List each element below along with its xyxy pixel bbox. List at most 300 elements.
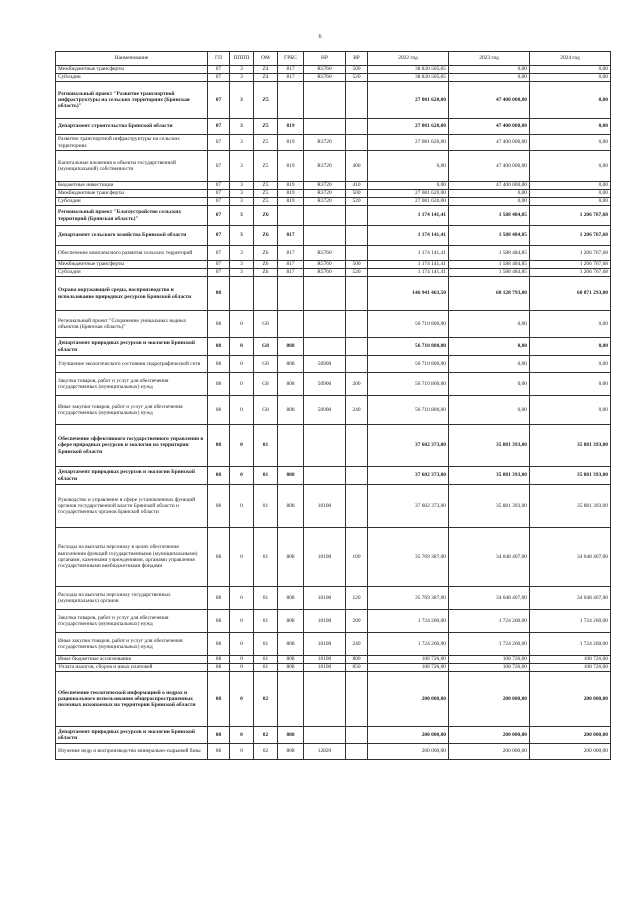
cell-gp: 08 bbox=[208, 338, 230, 356]
cell-om: 02 bbox=[254, 727, 278, 744]
cell-y2024: 0,00 bbox=[530, 373, 611, 396]
cell-y2024: 108 726,00 bbox=[530, 664, 611, 672]
cell-vr: 500 bbox=[346, 66, 368, 74]
cell-pp: 3 bbox=[230, 261, 254, 269]
cell-gp: 08 bbox=[208, 744, 230, 760]
cell-om: 01 bbox=[254, 664, 278, 672]
cell-y2023: 0,00 bbox=[449, 338, 530, 356]
table-row bbox=[56, 425, 611, 467]
table-header-row bbox=[56, 52, 611, 66]
cell-nr: R3720 bbox=[304, 182, 346, 190]
cell-vr bbox=[346, 246, 368, 261]
cell-om: 01 bbox=[254, 425, 278, 467]
cell-pp: 0 bbox=[230, 338, 254, 356]
cell-gp: 08 bbox=[208, 485, 230, 528]
table-row bbox=[56, 664, 611, 672]
cell-pp: 0 bbox=[230, 356, 254, 373]
cell-om: 01 bbox=[254, 656, 278, 664]
cell-y2023: 1 588 484,85 bbox=[449, 206, 530, 226]
cell-y2022: 108 726,00 bbox=[368, 656, 449, 664]
cell-grbs: 817 bbox=[278, 74, 304, 82]
cell-vr: 500 bbox=[346, 261, 368, 269]
cell-nr: R5760 bbox=[304, 261, 346, 269]
cell-y2024: 0,00 bbox=[530, 74, 611, 82]
cell-y2024: 108 726,00 bbox=[530, 656, 611, 664]
cell-pp: 3 bbox=[230, 246, 254, 261]
cell-nr bbox=[304, 206, 346, 226]
cell-grbs: 808 bbox=[278, 467, 304, 485]
table-row bbox=[56, 528, 611, 587]
cell-om: 01 bbox=[254, 528, 278, 587]
table-row bbox=[56, 82, 611, 119]
cell-y2022: 1 724 260,00 bbox=[368, 633, 449, 656]
col-header-gp: ГП bbox=[208, 52, 230, 66]
cell-gp: 08 bbox=[208, 373, 230, 396]
cell-y2022: 1 174 141,41 bbox=[368, 269, 449, 277]
cell-y2023: 1 588 484,85 bbox=[449, 246, 530, 261]
cell-y2022: 200 000,00 bbox=[368, 744, 449, 760]
cell-y2023: 34 048 407,00 bbox=[449, 587, 530, 610]
col-header-name: Наименование bbox=[56, 52, 208, 66]
cell-grbs bbox=[278, 425, 304, 467]
cell-grbs: 819 bbox=[278, 119, 304, 135]
cell-y2024: 200 000,00 bbox=[530, 727, 611, 744]
cell-y2022: 38 830 505,05 bbox=[368, 74, 449, 82]
cell-nr: 10100 bbox=[304, 656, 346, 664]
cell-vr: 240 bbox=[346, 633, 368, 656]
cell-om: 01 bbox=[254, 610, 278, 633]
table-row bbox=[56, 396, 611, 425]
cell-pp: 3 bbox=[230, 135, 254, 151]
cell-name: Региональный проект "Благоустройство сельских территорий (Брянская область)" bbox=[56, 206, 208, 226]
cell-nr bbox=[304, 425, 346, 467]
cell-name: Межбюджетные трансферты bbox=[56, 190, 208, 198]
table-row bbox=[56, 656, 611, 664]
cell-grbs: 808 bbox=[278, 338, 304, 356]
table-row bbox=[56, 269, 611, 277]
cell-vr: 100 bbox=[346, 528, 368, 587]
cell-y2023: 47 400 000,00 bbox=[449, 182, 530, 190]
cell-om: Z5 bbox=[254, 135, 278, 151]
cell-vr bbox=[346, 744, 368, 760]
cell-gp: 07 bbox=[208, 82, 230, 119]
cell-gp: 07 bbox=[208, 261, 230, 269]
cell-name: Изучение недр и воспроизводство минерально-сырьевой базы bbox=[56, 744, 208, 760]
cell-grbs bbox=[278, 277, 304, 311]
cell-gp: 07 bbox=[208, 74, 230, 82]
table-row bbox=[56, 633, 611, 656]
cell-nr: 10100 bbox=[304, 528, 346, 587]
cell-name: Обеспечение эффективного государственного управления в сфере природных ресурсов и экологии на территории Брянской области bbox=[56, 425, 208, 467]
cell-y2024: 1 206 767,68 bbox=[530, 226, 611, 246]
cell-name: Улучшение экологического состояния гидрографической сети bbox=[56, 356, 208, 373]
cell-pp: 0 bbox=[230, 485, 254, 528]
cell-y2024: 200 000,00 bbox=[530, 744, 611, 760]
cell-name: Руководство и управление в сфере установленных функций органов государственной власти Брянской области и государственных органов Брянской области bbox=[56, 485, 208, 528]
cell-om: G8 bbox=[254, 356, 278, 373]
cell-gp: 07 bbox=[208, 226, 230, 246]
cell-grbs bbox=[278, 206, 304, 226]
cell-name: Бюджетные инвестиции bbox=[56, 182, 208, 190]
cell-name: Обеспечение комплексного развития сельских территорий bbox=[56, 246, 208, 261]
cell-y2024: 1 206 767,68 bbox=[530, 206, 611, 226]
cell-om: Z4 bbox=[254, 66, 278, 74]
cell-y2022: 35 769 387,00 bbox=[368, 587, 449, 610]
cell-y2024: 34 048 407,00 bbox=[530, 587, 611, 610]
cell-nr bbox=[304, 338, 346, 356]
cell-nr: 12820 bbox=[304, 744, 346, 760]
cell-name: Развитие транспортной инфраструктуры на сельских территориях bbox=[56, 135, 208, 151]
cell-om: 02 bbox=[254, 744, 278, 760]
cell-y2022: 56 710 800,00 bbox=[368, 356, 449, 373]
cell-gp: 08 bbox=[208, 587, 230, 610]
cell-y2024: 1 724 260,00 bbox=[530, 610, 611, 633]
cell-vr bbox=[346, 82, 368, 119]
cell-y2023: 1 588 484,85 bbox=[449, 261, 530, 269]
cell-y2023: 47 400 000,00 bbox=[449, 119, 530, 135]
cell-name: Межбюджетные трансферты bbox=[56, 261, 208, 269]
cell-grbs bbox=[278, 311, 304, 338]
cell-vr bbox=[346, 277, 368, 311]
cell-pp: 3 bbox=[230, 74, 254, 82]
cell-pp: 0 bbox=[230, 672, 254, 727]
cell-vr: 200 bbox=[346, 610, 368, 633]
cell-om: Z6 bbox=[254, 261, 278, 269]
table-row bbox=[56, 190, 611, 198]
cell-y2023: 0,00 bbox=[449, 66, 530, 74]
cell-pp: 0 bbox=[230, 610, 254, 633]
cell-pp: 3 bbox=[230, 226, 254, 246]
cell-name: Департамент строительства Брянской области bbox=[56, 119, 208, 135]
cell-name: Департамент природных ресурсов и экологии Брянской области bbox=[56, 467, 208, 485]
cell-pp: 3 bbox=[230, 198, 254, 206]
cell-om: Z5 bbox=[254, 151, 278, 182]
table-row bbox=[56, 119, 611, 135]
col-header-grbs: ГРБС bbox=[278, 52, 304, 66]
cell-grbs: 808 bbox=[278, 610, 304, 633]
table-body bbox=[56, 66, 611, 760]
table-row bbox=[56, 206, 611, 226]
cell-grbs: 817 bbox=[278, 246, 304, 261]
cell-grbs: 808 bbox=[278, 656, 304, 664]
col-header-2023: 2023 год bbox=[449, 52, 530, 66]
cell-y2023: 47 400 000,00 bbox=[449, 135, 530, 151]
cell-gp: 07 bbox=[208, 206, 230, 226]
cell-y2022: 27 081 620,00 bbox=[368, 82, 449, 119]
cell-grbs bbox=[278, 82, 304, 119]
cell-om: Z5 bbox=[254, 182, 278, 190]
cell-y2024: 60 871 293,00 bbox=[530, 277, 611, 311]
cell-nr: 50900 bbox=[304, 356, 346, 373]
cell-name: Межбюджетные трансферты bbox=[56, 66, 208, 74]
col-header-2022: 2022 год bbox=[368, 52, 449, 66]
cell-vr bbox=[346, 727, 368, 744]
cell-om: Z6 bbox=[254, 206, 278, 226]
cell-y2022: 200 000,00 bbox=[368, 727, 449, 744]
cell-name: Департамент природных ресурсов и экологии Брянской области bbox=[56, 338, 208, 356]
table-row bbox=[56, 672, 611, 727]
cell-gp: 08 bbox=[208, 664, 230, 672]
cell-grbs: 808 bbox=[278, 528, 304, 587]
cell-y2024: 35 881 393,00 bbox=[530, 425, 611, 467]
cell-y2022: 1 174 141,41 bbox=[368, 206, 449, 226]
table-row bbox=[56, 74, 611, 82]
cell-y2022: 56 710 800,00 bbox=[368, 373, 449, 396]
table-row bbox=[56, 135, 611, 151]
cell-y2022: 1 724 260,00 bbox=[368, 610, 449, 633]
budget-table bbox=[55, 51, 611, 760]
col-header-2024: 2024 год bbox=[530, 52, 611, 66]
table-row bbox=[56, 246, 611, 261]
cell-name: Региональный проект "Сохранение уникальных водных объектов (Брянская область)" bbox=[56, 311, 208, 338]
cell-pp: 0 bbox=[230, 664, 254, 672]
cell-y2024: 0,00 bbox=[530, 190, 611, 198]
cell-nr bbox=[304, 82, 346, 119]
cell-vr bbox=[346, 485, 368, 528]
cell-grbs: 817 bbox=[278, 66, 304, 74]
cell-vr: 200 bbox=[346, 373, 368, 396]
cell-y2022: 0,00 bbox=[368, 182, 449, 190]
col-header-om: ОМ bbox=[254, 52, 278, 66]
cell-gp: 08 bbox=[208, 727, 230, 744]
cell-y2022: 56 710 800,00 bbox=[368, 338, 449, 356]
cell-grbs: 819 bbox=[278, 190, 304, 198]
col-header-pppp: ПППП bbox=[230, 52, 254, 66]
cell-y2022: 146 941 463,50 bbox=[368, 277, 449, 311]
cell-gp: 08 bbox=[208, 528, 230, 587]
cell-nr: R5760 bbox=[304, 269, 346, 277]
cell-nr: 10100 bbox=[304, 610, 346, 633]
cell-name: Иные закупки товаров, работ и услуг для обеспечения государственных (муниципальных) нужд bbox=[56, 633, 208, 656]
cell-name: Субсидии bbox=[56, 269, 208, 277]
cell-vr bbox=[346, 206, 368, 226]
table-row bbox=[56, 226, 611, 246]
cell-y2023: 0,00 bbox=[449, 356, 530, 373]
table-row bbox=[56, 485, 611, 528]
cell-vr: 520 bbox=[346, 198, 368, 206]
cell-grbs: 817 bbox=[278, 226, 304, 246]
cell-name: Закупка товаров, работ и услуг для обеспечения государственных (муниципальных) нужд bbox=[56, 373, 208, 396]
cell-vr: 240 bbox=[346, 396, 368, 425]
cell-vr bbox=[346, 467, 368, 485]
cell-y2024: 0,00 bbox=[530, 396, 611, 425]
col-header-nr: НР bbox=[304, 52, 346, 66]
cell-nr: R3720 bbox=[304, 190, 346, 198]
cell-om bbox=[254, 277, 278, 311]
cell-pp: 0 bbox=[230, 633, 254, 656]
cell-pp: 0 bbox=[230, 587, 254, 610]
cell-grbs: 808 bbox=[278, 587, 304, 610]
cell-vr bbox=[346, 672, 368, 727]
cell-nr bbox=[304, 119, 346, 135]
table-row bbox=[56, 356, 611, 373]
table-row bbox=[56, 151, 611, 182]
cell-y2023: 200 000,00 bbox=[449, 672, 530, 727]
cell-name: Субсидии bbox=[56, 74, 208, 82]
cell-grbs: 819 bbox=[278, 135, 304, 151]
cell-om: 01 bbox=[254, 633, 278, 656]
cell-pp: 0 bbox=[230, 373, 254, 396]
cell-nr: R3720 bbox=[304, 198, 346, 206]
cell-y2024: 0,00 bbox=[530, 151, 611, 182]
cell-pp: 0 bbox=[230, 727, 254, 744]
cell-name: Капитальные вложения в объекты государственной (муниципальной) собственности bbox=[56, 151, 208, 182]
table-row bbox=[56, 727, 611, 744]
cell-pp: 3 bbox=[230, 206, 254, 226]
cell-grbs: 817 bbox=[278, 269, 304, 277]
cell-grbs: 808 bbox=[278, 744, 304, 760]
cell-y2023: 0,00 bbox=[449, 190, 530, 198]
cell-y2024: 1 206 767,68 bbox=[530, 269, 611, 277]
cell-y2022: 27 081 620,00 bbox=[368, 190, 449, 198]
table-row bbox=[56, 66, 611, 74]
cell-name: Региональный проект "Развитие транспортной инфраструктуры на сельских территориях (Брянская область)" bbox=[56, 82, 208, 119]
cell-vr bbox=[346, 135, 368, 151]
table-row bbox=[56, 182, 611, 190]
cell-y2023: 0,00 bbox=[449, 396, 530, 425]
cell-om: G8 bbox=[254, 396, 278, 425]
cell-y2023: 35 881 393,00 bbox=[449, 485, 530, 528]
cell-vr: 520 bbox=[346, 74, 368, 82]
cell-nr: R3720 bbox=[304, 135, 346, 151]
cell-pp: 3 bbox=[230, 182, 254, 190]
cell-om: Z6 bbox=[254, 269, 278, 277]
cell-gp: 08 bbox=[208, 356, 230, 373]
cell-nr: 10100 bbox=[304, 664, 346, 672]
cell-y2022: 37 602 373,00 bbox=[368, 485, 449, 528]
table-row bbox=[56, 373, 611, 396]
cell-om: Z6 bbox=[254, 226, 278, 246]
cell-om: Z5 bbox=[254, 198, 278, 206]
cell-name: Департамент сельского хозяйства Брянской области bbox=[56, 226, 208, 246]
table-row bbox=[56, 467, 611, 485]
cell-y2022: 37 602 373,00 bbox=[368, 425, 449, 467]
cell-name: Иные бюджетные ассигнования bbox=[56, 656, 208, 664]
cell-nr: R5760 bbox=[304, 246, 346, 261]
cell-grbs: 817 bbox=[278, 261, 304, 269]
cell-y2022: 200 000,00 bbox=[368, 672, 449, 727]
cell-grbs: 819 bbox=[278, 151, 304, 182]
cell-om: 02 bbox=[254, 672, 278, 727]
cell-y2024: 34 048 407,00 bbox=[530, 528, 611, 587]
cell-y2023: 0,00 bbox=[449, 74, 530, 82]
cell-vr bbox=[346, 311, 368, 338]
cell-y2022: 1 174 141,41 bbox=[368, 261, 449, 269]
cell-name: Субсидии bbox=[56, 198, 208, 206]
cell-name: Расходы на выплаты персоналу в целях обеспечения выполнения функций государственными (муниципальными) органами, казенными учреждениями, органами управления государственными внебюджетными фондами bbox=[56, 528, 208, 587]
cell-y2024: 35 881 393,00 bbox=[530, 485, 611, 528]
cell-om: Z5 bbox=[254, 119, 278, 135]
cell-gp: 08 bbox=[208, 425, 230, 467]
page-number: 6 bbox=[318, 34, 322, 40]
cell-gp: 07 bbox=[208, 198, 230, 206]
table-row bbox=[56, 338, 611, 356]
cell-gp: 08 bbox=[208, 311, 230, 338]
cell-grbs: 819 bbox=[278, 182, 304, 190]
col-header-vr: ВР bbox=[346, 52, 368, 66]
table-row bbox=[56, 198, 611, 206]
cell-vr: 120 bbox=[346, 587, 368, 610]
cell-name: Обеспечение геологической информацией о недрах и рационального использования общераспространенных полезных ископаемых на территории Брянской области bbox=[56, 672, 208, 727]
cell-y2022: 38 830 505,05 bbox=[368, 66, 449, 74]
cell-nr: R5760 bbox=[304, 74, 346, 82]
cell-om: G8 bbox=[254, 311, 278, 338]
table-row bbox=[56, 311, 611, 338]
cell-y2024: 0,00 bbox=[530, 338, 611, 356]
cell-y2024: 200 000,00 bbox=[530, 672, 611, 727]
cell-pp: 0 bbox=[230, 528, 254, 587]
cell-y2023: 1 724 260,00 bbox=[449, 633, 530, 656]
table-row bbox=[56, 587, 611, 610]
cell-gp: 07 bbox=[208, 269, 230, 277]
cell-y2022: 0,00 bbox=[368, 151, 449, 182]
cell-grbs: 808 bbox=[278, 356, 304, 373]
cell-y2024: 0,00 bbox=[530, 119, 611, 135]
cell-om: Z5 bbox=[254, 82, 278, 119]
cell-nr: 10100 bbox=[304, 633, 346, 656]
cell-y2023: 108 726,00 bbox=[449, 664, 530, 672]
cell-om: 01 bbox=[254, 467, 278, 485]
cell-om: Z4 bbox=[254, 74, 278, 82]
cell-gp: 08 bbox=[208, 396, 230, 425]
cell-y2023: 35 881 393,00 bbox=[449, 467, 530, 485]
cell-y2022: 56 710 800,00 bbox=[368, 396, 449, 425]
cell-pp: 3 bbox=[230, 66, 254, 74]
cell-y2024: 0,00 bbox=[530, 356, 611, 373]
cell-pp: 3 bbox=[230, 119, 254, 135]
cell-pp: 3 bbox=[230, 82, 254, 119]
cell-gp: 07 bbox=[208, 135, 230, 151]
cell-y2023: 34 048 407,00 bbox=[449, 528, 530, 587]
cell-gp: 07 bbox=[208, 151, 230, 182]
cell-gp: 07 bbox=[208, 119, 230, 135]
table-row bbox=[56, 277, 611, 311]
cell-y2023: 1 724 260,00 bbox=[449, 610, 530, 633]
cell-name: Иные закупки товаров, работ и услуг для обеспечения государственных (муниципальных) нужд bbox=[56, 396, 208, 425]
cell-gp: 08 bbox=[208, 656, 230, 664]
cell-y2023: 1 588 484,85 bbox=[449, 269, 530, 277]
cell-y2023: 1 588 484,85 bbox=[449, 226, 530, 246]
cell-y2024: 1 206 767,68 bbox=[530, 246, 611, 261]
cell-pp: 0 bbox=[230, 425, 254, 467]
cell-y2024: 0,00 bbox=[530, 182, 611, 190]
cell-gp: 08 bbox=[208, 277, 230, 311]
cell-name: Уплата налогов, сборов и иных платежей bbox=[56, 664, 208, 672]
cell-y2023: 47 400 000,00 bbox=[449, 151, 530, 182]
table-row bbox=[56, 610, 611, 633]
cell-gp: 07 bbox=[208, 182, 230, 190]
cell-grbs: 808 bbox=[278, 396, 304, 425]
cell-y2023: 0,00 bbox=[449, 373, 530, 396]
cell-y2022: 1 174 141,41 bbox=[368, 226, 449, 246]
cell-y2023: 60 128 793,00 bbox=[449, 277, 530, 311]
cell-om: Z6 bbox=[254, 246, 278, 261]
cell-nr bbox=[304, 311, 346, 338]
cell-name: Департамент природных ресурсов и экологии Брянской области bbox=[56, 727, 208, 744]
cell-y2023: 0,00 bbox=[449, 198, 530, 206]
cell-name: Охрана окружающей среды, воспроизводство и использование природных ресурсов Брянской области bbox=[56, 277, 208, 311]
cell-y2022: 27 081 620,00 bbox=[368, 135, 449, 151]
cell-grbs: 808 bbox=[278, 664, 304, 672]
cell-grbs: 808 bbox=[278, 633, 304, 656]
cell-y2024: 1 206 767,68 bbox=[530, 261, 611, 269]
cell-y2024: 35 881 393,00 bbox=[530, 467, 611, 485]
cell-y2022: 56 710 800,00 bbox=[368, 311, 449, 338]
cell-nr bbox=[304, 727, 346, 744]
cell-grbs: 808 bbox=[278, 727, 304, 744]
cell-y2022: 108 726,00 bbox=[368, 664, 449, 672]
cell-grbs: 808 bbox=[278, 485, 304, 528]
